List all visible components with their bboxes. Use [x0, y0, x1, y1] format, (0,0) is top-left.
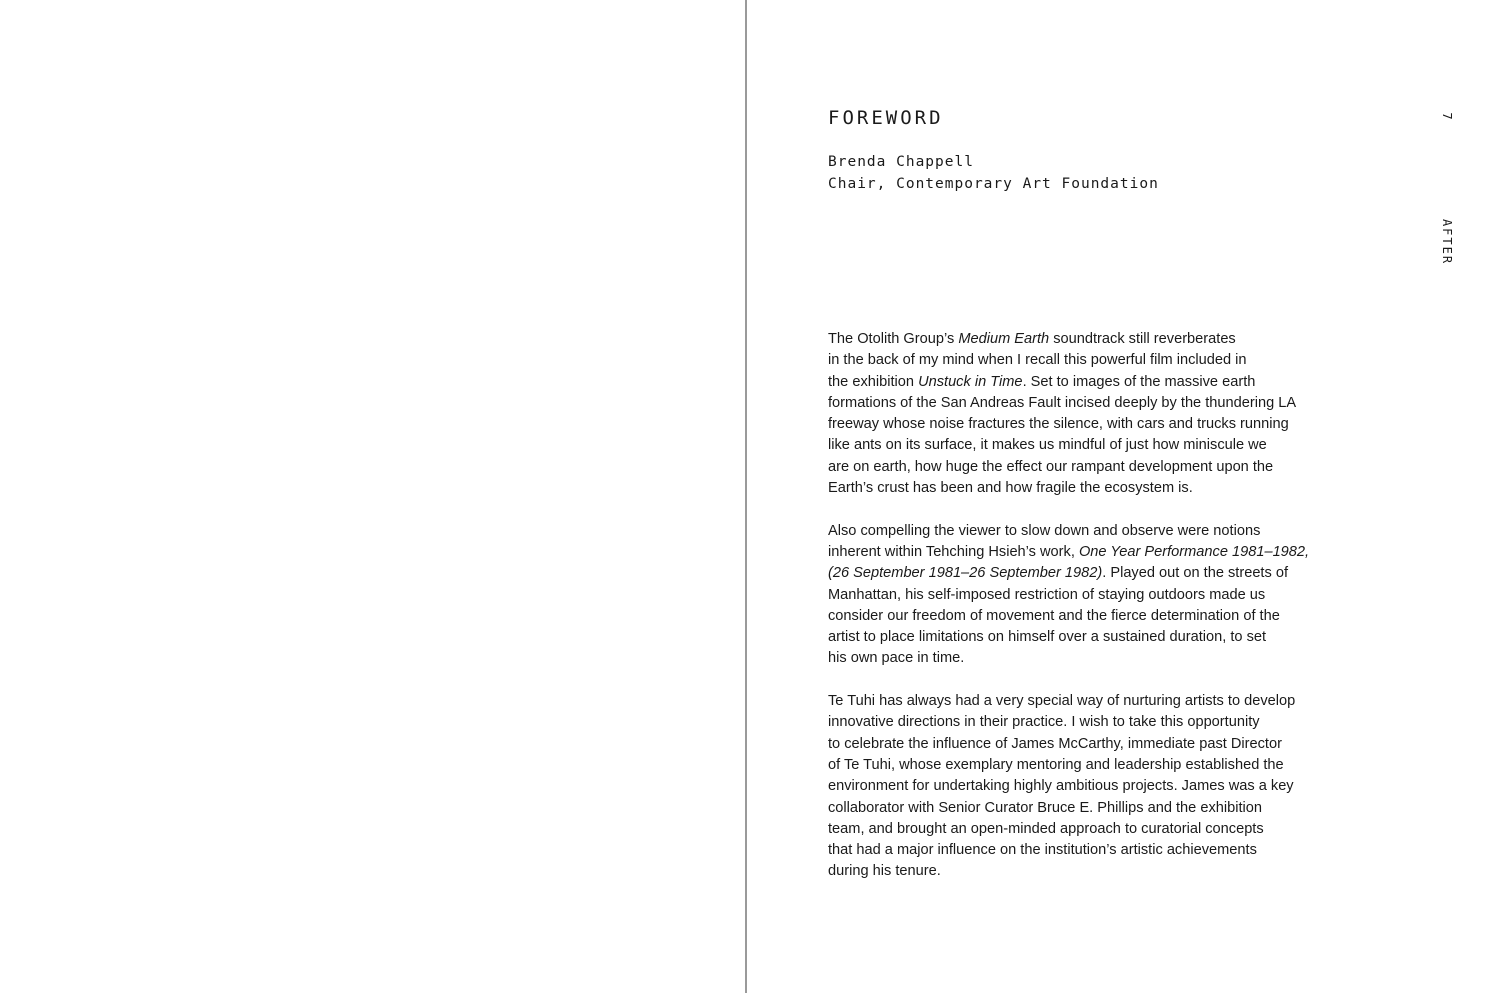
paragraph: [828, 691, 1328, 883]
paragraph: [828, 329, 1328, 499]
italic-title: (26 September 1981–26 September 1982): [828, 565, 1103, 582]
text-line: [828, 414, 1328, 435]
text-segment: like ants on its surface, it makes us mindful of just how miniscule we: [828, 437, 1267, 454]
italic-title: Medium Earth: [958, 331, 1050, 347]
text-segment: . Played out on the streets of: [1102, 565, 1289, 582]
text-segment: innovative directions in their practice. I wish to take this opportunity: [828, 714, 1260, 731]
text-line: [828, 350, 1328, 371]
text-segment: . Set to images of the massive earth: [1022, 373, 1256, 390]
left-page-blank: [0, 0, 745, 993]
author-name: Brenda Chappell: [828, 154, 974, 170]
text-segment: soundtrack still reverberates: [1049, 331, 1236, 347]
page-title: FOREWORD: [828, 107, 944, 129]
running-head: AFTER: [1440, 218, 1454, 266]
author-byline: [828, 151, 1159, 195]
text-line: [828, 840, 1328, 861]
text-line: [828, 542, 1328, 563]
text-line: [828, 585, 1328, 606]
text-line: [828, 329, 1328, 350]
text-line: [828, 393, 1328, 414]
text-line: [828, 776, 1328, 797]
text-segment: during his tenure.: [828, 863, 941, 880]
paragraph: [828, 521, 1328, 670]
text-line: [828, 372, 1328, 393]
italic-title: One Year Performance 1981–1982,: [1078, 543, 1310, 560]
page-number: 7: [1440, 112, 1454, 120]
text-segment: the exhibition: [828, 373, 919, 390]
text-segment: inherent within Tehching Hsieh’s work,: [828, 543, 1079, 560]
text-segment: freeway whose noise fractures the silence, with cars and trucks running: [828, 416, 1289, 433]
text-line: [828, 712, 1328, 733]
text-segment: collaborator with Senior Curator Bruce E. Phillips and the exhibition: [828, 799, 1262, 816]
text-line: [828, 734, 1328, 755]
text-line: [828, 521, 1328, 542]
text-line: [828, 691, 1328, 712]
text-segment: artist to place limitations on himself over a sustained duration, to set: [828, 629, 1267, 646]
text-segment: his own pace in time.: [828, 650, 965, 667]
text-line: [828, 798, 1328, 819]
text-segment: Te Tuhi has always had a very special way of nurturing artists to develop: [828, 693, 1296, 710]
text-segment: environment for undertaking highly ambitious projects. James was a key: [828, 778, 1294, 795]
text-line: [828, 606, 1328, 627]
text-segment: consider our freedom of movement and the fierce determination of the: [828, 607, 1280, 624]
text-segment: of Te Tuhi, whose exemplary mentoring and leadership established the: [828, 756, 1284, 773]
author-role: Chair, Contemporary Art Foundation: [828, 176, 1159, 192]
text-line: [828, 819, 1328, 840]
text-line: [828, 648, 1328, 669]
italic-title: Unstuck in Time: [918, 373, 1023, 390]
text-segment: that had a major influence on the institution’s artistic achievements: [828, 842, 1257, 859]
text-segment: are on earth, how huge the effect our rampant development upon the: [828, 458, 1274, 475]
text-segment: team, and brought an open-minded approach to curatorial concepts: [828, 820, 1264, 837]
text-line: [828, 755, 1328, 776]
body-text: [828, 329, 1328, 904]
text-segment: The Otolith Group’s: [828, 331, 959, 347]
text-line: [828, 627, 1328, 648]
text-line: [828, 435, 1328, 456]
text-segment: to celebrate the influence of James McCarthy, immediate past Director: [828, 735, 1282, 752]
text-line: [828, 457, 1328, 478]
right-page: [747, 0, 1492, 993]
text-segment: in the back of my mind when I recall this powerful film included in: [828, 352, 1247, 369]
text-segment: Earth’s crust has been and how fragile the ecosystem is.: [828, 480, 1193, 497]
text-segment: Manhattan, his self-imposed restriction of staying outdoors made us: [828, 586, 1266, 603]
text-segment: formations of the San Andreas Fault incised deeply by the thundering LA: [828, 394, 1297, 411]
text-line: [828, 861, 1328, 882]
text-line: [828, 563, 1328, 584]
text-line: [828, 478, 1328, 499]
text-segment: Also compelling the viewer to slow down and observe were notions: [828, 522, 1261, 539]
